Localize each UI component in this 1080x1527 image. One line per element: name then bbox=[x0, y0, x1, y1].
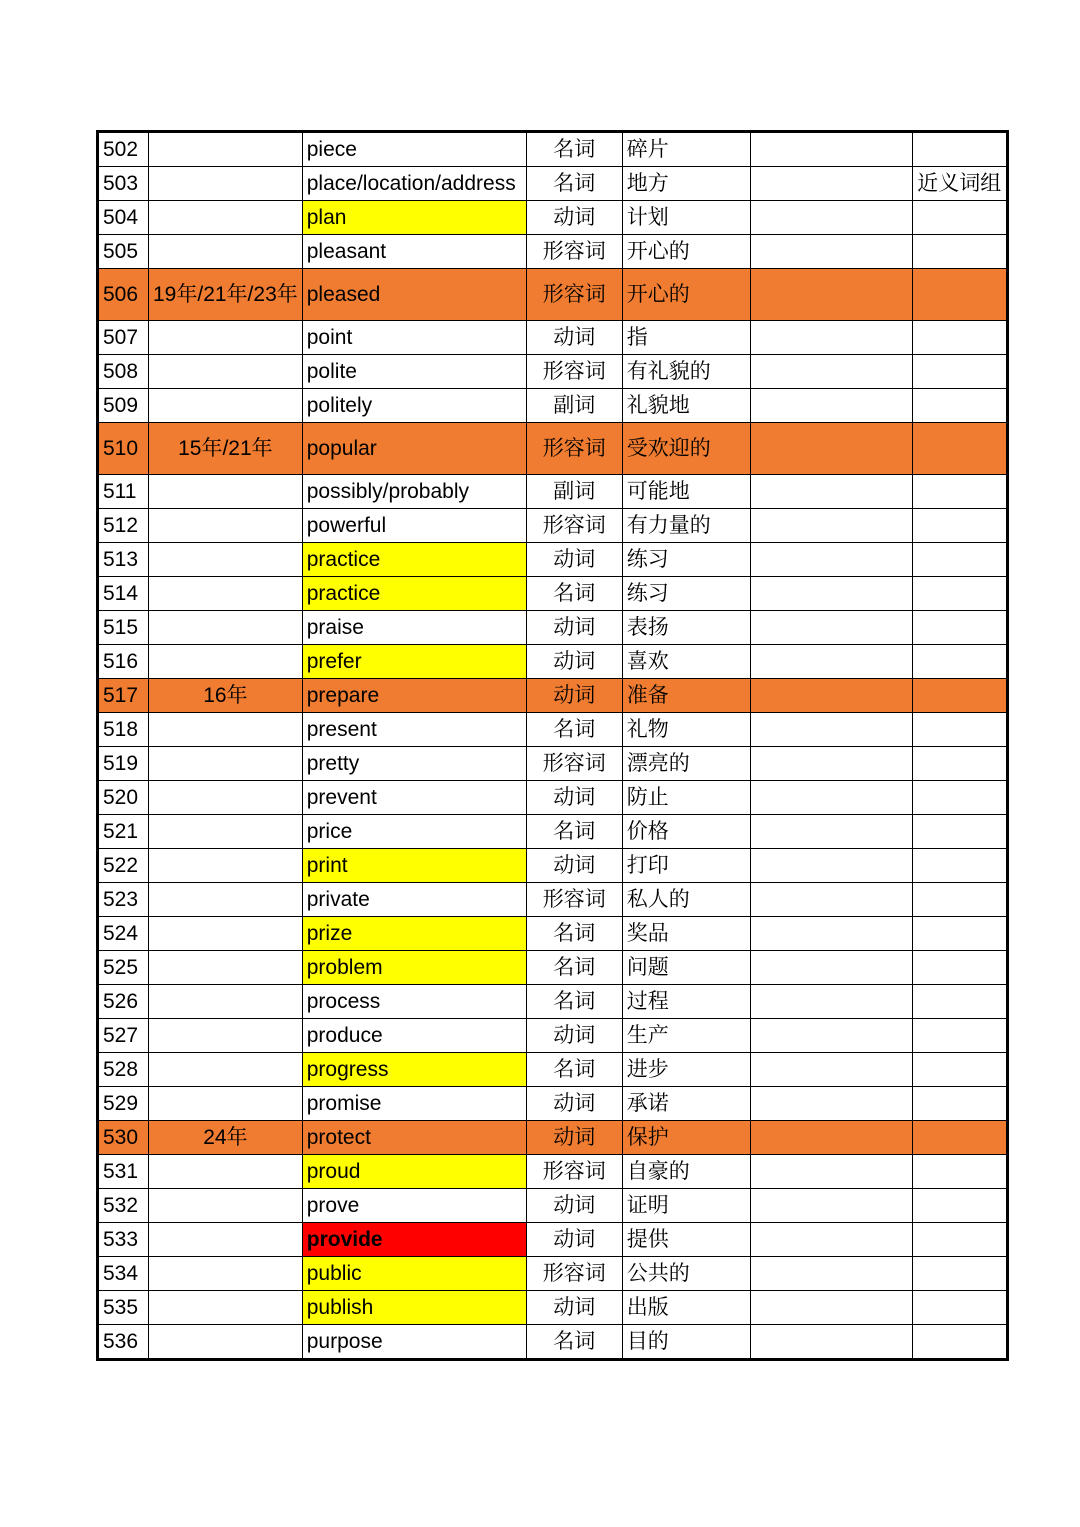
note-cell bbox=[912, 1189, 1007, 1223]
english-word: problem bbox=[302, 951, 526, 985]
entry-number: 524 bbox=[98, 917, 149, 951]
part-of-speech: 形容词 bbox=[526, 883, 622, 917]
part-of-speech: 形容词 bbox=[526, 1155, 622, 1189]
exam-year bbox=[149, 747, 303, 781]
vocab-row bbox=[98, 1189, 1008, 1223]
entry-number: 506 bbox=[98, 269, 149, 321]
vocab-row bbox=[98, 747, 1008, 781]
chinese-meaning: 承诺 bbox=[622, 1087, 750, 1121]
blank-cell bbox=[750, 389, 912, 423]
part-of-speech: 名词 bbox=[526, 577, 622, 611]
entry-number: 525 bbox=[98, 951, 149, 985]
vocab-row bbox=[98, 679, 1008, 713]
chinese-meaning: 问题 bbox=[622, 951, 750, 985]
chinese-meaning: 开心的 bbox=[622, 269, 750, 321]
note-cell bbox=[912, 951, 1007, 985]
note-cell bbox=[912, 1291, 1007, 1325]
part-of-speech: 形容词 bbox=[526, 509, 622, 543]
exam-year bbox=[149, 917, 303, 951]
chinese-meaning: 奖品 bbox=[622, 917, 750, 951]
entry-number: 512 bbox=[98, 509, 149, 543]
chinese-meaning: 过程 bbox=[622, 985, 750, 1019]
note-cell bbox=[912, 883, 1007, 917]
entry-number: 516 bbox=[98, 645, 149, 679]
note-cell bbox=[912, 1325, 1007, 1360]
blank-cell bbox=[750, 849, 912, 883]
english-word: prove bbox=[302, 1189, 526, 1223]
blank-cell bbox=[750, 201, 912, 235]
english-word: prefer bbox=[302, 645, 526, 679]
exam-year bbox=[149, 475, 303, 509]
vocab-row bbox=[98, 543, 1008, 577]
english-word: print bbox=[302, 849, 526, 883]
entry-number: 502 bbox=[98, 132, 149, 167]
note-cell bbox=[912, 509, 1007, 543]
entry-number: 504 bbox=[98, 201, 149, 235]
note-cell bbox=[912, 475, 1007, 509]
exam-year bbox=[149, 1155, 303, 1189]
chinese-meaning: 礼物 bbox=[622, 713, 750, 747]
vocab-row bbox=[98, 577, 1008, 611]
note-cell bbox=[912, 355, 1007, 389]
chinese-meaning: 保护 bbox=[622, 1121, 750, 1155]
blank-cell bbox=[750, 235, 912, 269]
entry-number: 503 bbox=[98, 167, 149, 201]
exam-year bbox=[149, 389, 303, 423]
english-word: piece bbox=[302, 132, 526, 167]
exam-year bbox=[149, 509, 303, 543]
chinese-meaning: 价格 bbox=[622, 815, 750, 849]
blank-cell bbox=[750, 747, 912, 781]
chinese-meaning: 打印 bbox=[622, 849, 750, 883]
entry-number: 507 bbox=[98, 321, 149, 355]
entry-number: 531 bbox=[98, 1155, 149, 1189]
chinese-meaning: 可能地 bbox=[622, 475, 750, 509]
part-of-speech: 动词 bbox=[526, 1019, 622, 1053]
chinese-meaning: 礼貌地 bbox=[622, 389, 750, 423]
chinese-meaning: 练习 bbox=[622, 543, 750, 577]
vocab-row bbox=[98, 1257, 1008, 1291]
chinese-meaning: 提供 bbox=[622, 1223, 750, 1257]
exam-year bbox=[149, 1053, 303, 1087]
chinese-meaning: 准备 bbox=[622, 679, 750, 713]
chinese-meaning: 有礼貌的 bbox=[622, 355, 750, 389]
english-word: protect bbox=[302, 1121, 526, 1155]
exam-year: 15年/21年 bbox=[149, 423, 303, 475]
english-word: produce bbox=[302, 1019, 526, 1053]
entry-number: 527 bbox=[98, 1019, 149, 1053]
note-cell bbox=[912, 611, 1007, 645]
english-word: private bbox=[302, 883, 526, 917]
vocab-row bbox=[98, 815, 1008, 849]
exam-year bbox=[149, 645, 303, 679]
english-word: popular bbox=[302, 423, 526, 475]
note-cell bbox=[912, 679, 1007, 713]
note-cell bbox=[912, 815, 1007, 849]
part-of-speech: 形容词 bbox=[526, 423, 622, 475]
blank-cell bbox=[750, 1257, 912, 1291]
note-cell bbox=[912, 1053, 1007, 1087]
entry-number: 529 bbox=[98, 1087, 149, 1121]
note-cell bbox=[912, 235, 1007, 269]
vocab-row bbox=[98, 389, 1008, 423]
english-word: promise bbox=[302, 1087, 526, 1121]
note-cell bbox=[912, 577, 1007, 611]
entry-number: 535 bbox=[98, 1291, 149, 1325]
blank-cell bbox=[750, 1291, 912, 1325]
part-of-speech: 副词 bbox=[526, 389, 622, 423]
part-of-speech: 形容词 bbox=[526, 355, 622, 389]
blank-cell bbox=[750, 1325, 912, 1360]
entry-number: 510 bbox=[98, 423, 149, 475]
chinese-meaning: 自豪的 bbox=[622, 1155, 750, 1189]
part-of-speech: 名词 bbox=[526, 713, 622, 747]
exam-year bbox=[149, 201, 303, 235]
entry-number: 536 bbox=[98, 1325, 149, 1360]
vocab-row bbox=[98, 951, 1008, 985]
exam-year bbox=[149, 849, 303, 883]
part-of-speech: 名词 bbox=[526, 1325, 622, 1360]
exam-year bbox=[149, 167, 303, 201]
exam-year bbox=[149, 1257, 303, 1291]
entry-number: 517 bbox=[98, 679, 149, 713]
english-word: practice bbox=[302, 543, 526, 577]
blank-cell bbox=[750, 1087, 912, 1121]
part-of-speech: 动词 bbox=[526, 679, 622, 713]
part-of-speech: 名词 bbox=[526, 1053, 622, 1087]
entry-number: 511 bbox=[98, 475, 149, 509]
part-of-speech: 名词 bbox=[526, 815, 622, 849]
note-cell bbox=[912, 269, 1007, 321]
part-of-speech: 动词 bbox=[526, 1291, 622, 1325]
blank-cell bbox=[750, 713, 912, 747]
vocab-row bbox=[98, 985, 1008, 1019]
vocab-row bbox=[98, 269, 1008, 321]
exam-year bbox=[149, 235, 303, 269]
english-word: price bbox=[302, 815, 526, 849]
blank-cell bbox=[750, 1155, 912, 1189]
part-of-speech: 动词 bbox=[526, 1189, 622, 1223]
exam-year bbox=[149, 321, 303, 355]
vocab-row bbox=[98, 849, 1008, 883]
chinese-meaning: 碎片 bbox=[622, 132, 750, 167]
note-cell bbox=[912, 781, 1007, 815]
note-cell bbox=[912, 917, 1007, 951]
exam-year bbox=[149, 1325, 303, 1360]
entry-number: 532 bbox=[98, 1189, 149, 1223]
part-of-speech: 动词 bbox=[526, 321, 622, 355]
vocab-row bbox=[98, 1087, 1008, 1121]
vocab-row bbox=[98, 167, 1008, 201]
english-word: proud bbox=[302, 1155, 526, 1189]
entry-number: 505 bbox=[98, 235, 149, 269]
vocab-row bbox=[98, 132, 1008, 167]
blank-cell bbox=[750, 1189, 912, 1223]
chinese-meaning: 防止 bbox=[622, 781, 750, 815]
vocab-row bbox=[98, 611, 1008, 645]
chinese-meaning: 受欢迎的 bbox=[622, 423, 750, 475]
exam-year bbox=[149, 1223, 303, 1257]
note-cell bbox=[912, 201, 1007, 235]
vocab-row bbox=[98, 355, 1008, 389]
note-cell bbox=[912, 132, 1007, 167]
vocab-row bbox=[98, 423, 1008, 475]
entry-number: 533 bbox=[98, 1223, 149, 1257]
note-cell bbox=[912, 1087, 1007, 1121]
vocab-table bbox=[96, 130, 1009, 1361]
part-of-speech: 动词 bbox=[526, 781, 622, 815]
part-of-speech: 动词 bbox=[526, 849, 622, 883]
vocab-row bbox=[98, 1053, 1008, 1087]
entry-number: 513 bbox=[98, 543, 149, 577]
entry-number: 508 bbox=[98, 355, 149, 389]
vocab-row bbox=[98, 475, 1008, 509]
english-word: process bbox=[302, 985, 526, 1019]
exam-year bbox=[149, 1291, 303, 1325]
english-word: prepare bbox=[302, 679, 526, 713]
chinese-meaning: 出版 bbox=[622, 1291, 750, 1325]
english-word: pretty bbox=[302, 747, 526, 781]
note-cell bbox=[912, 747, 1007, 781]
blank-cell bbox=[750, 883, 912, 917]
blank-cell bbox=[750, 645, 912, 679]
part-of-speech: 动词 bbox=[526, 1223, 622, 1257]
blank-cell bbox=[750, 132, 912, 167]
vocab-row bbox=[98, 235, 1008, 269]
exam-year bbox=[149, 1087, 303, 1121]
blank-cell bbox=[750, 781, 912, 815]
note-cell bbox=[912, 423, 1007, 475]
vocab-row bbox=[98, 321, 1008, 355]
vocab-row bbox=[98, 883, 1008, 917]
note-cell bbox=[912, 321, 1007, 355]
entry-number: 514 bbox=[98, 577, 149, 611]
blank-cell bbox=[750, 167, 912, 201]
blank-cell bbox=[750, 1053, 912, 1087]
english-word: provide bbox=[302, 1223, 526, 1257]
note-cell bbox=[912, 1257, 1007, 1291]
english-word: public bbox=[302, 1257, 526, 1291]
chinese-meaning: 漂亮的 bbox=[622, 747, 750, 781]
vocab-row bbox=[98, 781, 1008, 815]
english-word: present bbox=[302, 713, 526, 747]
part-of-speech: 动词 bbox=[526, 543, 622, 577]
chinese-meaning: 生产 bbox=[622, 1019, 750, 1053]
entry-number: 528 bbox=[98, 1053, 149, 1087]
vocab-row bbox=[98, 1325, 1008, 1360]
part-of-speech: 形容词 bbox=[526, 235, 622, 269]
chinese-meaning: 地方 bbox=[622, 167, 750, 201]
entry-number: 519 bbox=[98, 747, 149, 781]
vocab-row bbox=[98, 917, 1008, 951]
blank-cell bbox=[750, 321, 912, 355]
blank-cell bbox=[750, 611, 912, 645]
exam-year bbox=[149, 1019, 303, 1053]
english-word: pleasant bbox=[302, 235, 526, 269]
part-of-speech: 动词 bbox=[526, 645, 622, 679]
entry-number: 523 bbox=[98, 883, 149, 917]
part-of-speech: 名词 bbox=[526, 917, 622, 951]
note-cell bbox=[912, 713, 1007, 747]
english-word: powerful bbox=[302, 509, 526, 543]
part-of-speech: 名词 bbox=[526, 132, 622, 167]
exam-year: 16年 bbox=[149, 679, 303, 713]
note-cell bbox=[912, 985, 1007, 1019]
exam-year: 19年/21年/23年 bbox=[149, 269, 303, 321]
part-of-speech: 动词 bbox=[526, 201, 622, 235]
part-of-speech: 名词 bbox=[526, 951, 622, 985]
blank-cell bbox=[750, 269, 912, 321]
entry-number: 515 bbox=[98, 611, 149, 645]
english-word: plan bbox=[302, 201, 526, 235]
blank-cell bbox=[750, 679, 912, 713]
entry-number: 520 bbox=[98, 781, 149, 815]
english-word: polite bbox=[302, 355, 526, 389]
vocab-row bbox=[98, 1223, 1008, 1257]
note-cell bbox=[912, 1019, 1007, 1053]
part-of-speech: 动词 bbox=[526, 611, 622, 645]
exam-year: 24年 bbox=[149, 1121, 303, 1155]
note-cell bbox=[912, 645, 1007, 679]
entry-number: 521 bbox=[98, 815, 149, 849]
note-cell bbox=[912, 543, 1007, 577]
exam-year bbox=[149, 577, 303, 611]
blank-cell bbox=[750, 917, 912, 951]
entry-number: 518 bbox=[98, 713, 149, 747]
english-word: politely bbox=[302, 389, 526, 423]
part-of-speech: 名词 bbox=[526, 167, 622, 201]
exam-year bbox=[149, 781, 303, 815]
blank-cell bbox=[750, 985, 912, 1019]
exam-year bbox=[149, 611, 303, 645]
blank-cell bbox=[750, 951, 912, 985]
part-of-speech: 形容词 bbox=[526, 747, 622, 781]
vocab-row bbox=[98, 1155, 1008, 1189]
part-of-speech: 名词 bbox=[526, 985, 622, 1019]
blank-cell bbox=[750, 543, 912, 577]
english-word: publish bbox=[302, 1291, 526, 1325]
part-of-speech: 形容词 bbox=[526, 1257, 622, 1291]
vocab-row bbox=[98, 509, 1008, 543]
english-word: purpose bbox=[302, 1325, 526, 1360]
english-word: pleased bbox=[302, 269, 526, 321]
chinese-meaning: 有力量的 bbox=[622, 509, 750, 543]
blank-cell bbox=[750, 815, 912, 849]
chinese-meaning: 开心的 bbox=[622, 235, 750, 269]
chinese-meaning: 证明 bbox=[622, 1189, 750, 1223]
english-word: possibly/probably bbox=[302, 475, 526, 509]
vocab-row bbox=[98, 1291, 1008, 1325]
note-cell bbox=[912, 1121, 1007, 1155]
chinese-meaning: 表扬 bbox=[622, 611, 750, 645]
english-word: prize bbox=[302, 917, 526, 951]
chinese-meaning: 目的 bbox=[622, 1325, 750, 1360]
chinese-meaning: 进步 bbox=[622, 1053, 750, 1087]
vocab-row bbox=[98, 1121, 1008, 1155]
chinese-meaning: 喜欢 bbox=[622, 645, 750, 679]
chinese-meaning: 私人的 bbox=[622, 883, 750, 917]
chinese-meaning: 指 bbox=[622, 321, 750, 355]
note-cell bbox=[912, 1155, 1007, 1189]
part-of-speech: 动词 bbox=[526, 1087, 622, 1121]
vocab-row bbox=[98, 1019, 1008, 1053]
note-cell bbox=[912, 1223, 1007, 1257]
note-cell bbox=[912, 849, 1007, 883]
vocab-table-body bbox=[98, 132, 1008, 1360]
chinese-meaning: 练习 bbox=[622, 577, 750, 611]
blank-cell bbox=[750, 577, 912, 611]
english-word: practice bbox=[302, 577, 526, 611]
chinese-meaning: 计划 bbox=[622, 201, 750, 235]
english-word: prevent bbox=[302, 781, 526, 815]
vocab-row bbox=[98, 645, 1008, 679]
english-word: place/location/address bbox=[302, 167, 526, 201]
english-word: praise bbox=[302, 611, 526, 645]
entry-number: 522 bbox=[98, 849, 149, 883]
entry-number: 509 bbox=[98, 389, 149, 423]
exam-year bbox=[149, 815, 303, 849]
entry-number: 534 bbox=[98, 1257, 149, 1291]
chinese-meaning: 公共的 bbox=[622, 1257, 750, 1291]
blank-cell bbox=[750, 355, 912, 389]
exam-year bbox=[149, 132, 303, 167]
blank-cell bbox=[750, 1121, 912, 1155]
exam-year bbox=[149, 713, 303, 747]
exam-year bbox=[149, 1189, 303, 1223]
blank-cell bbox=[750, 509, 912, 543]
part-of-speech: 形容词 bbox=[526, 269, 622, 321]
blank-cell bbox=[750, 1019, 912, 1053]
entry-number: 530 bbox=[98, 1121, 149, 1155]
vocab-row bbox=[98, 201, 1008, 235]
english-word: point bbox=[302, 321, 526, 355]
blank-cell bbox=[750, 423, 912, 475]
exam-year bbox=[149, 951, 303, 985]
blank-cell bbox=[750, 475, 912, 509]
part-of-speech: 副词 bbox=[526, 475, 622, 509]
exam-year bbox=[149, 883, 303, 917]
note-cell bbox=[912, 389, 1007, 423]
part-of-speech: 动词 bbox=[526, 1121, 622, 1155]
entry-number: 526 bbox=[98, 985, 149, 1019]
exam-year bbox=[149, 985, 303, 1019]
exam-year bbox=[149, 543, 303, 577]
note-cell: 近义词组 bbox=[912, 167, 1007, 201]
english-word: progress bbox=[302, 1053, 526, 1087]
exam-year bbox=[149, 355, 303, 389]
blank-cell bbox=[750, 1223, 912, 1257]
vocab-row bbox=[98, 713, 1008, 747]
